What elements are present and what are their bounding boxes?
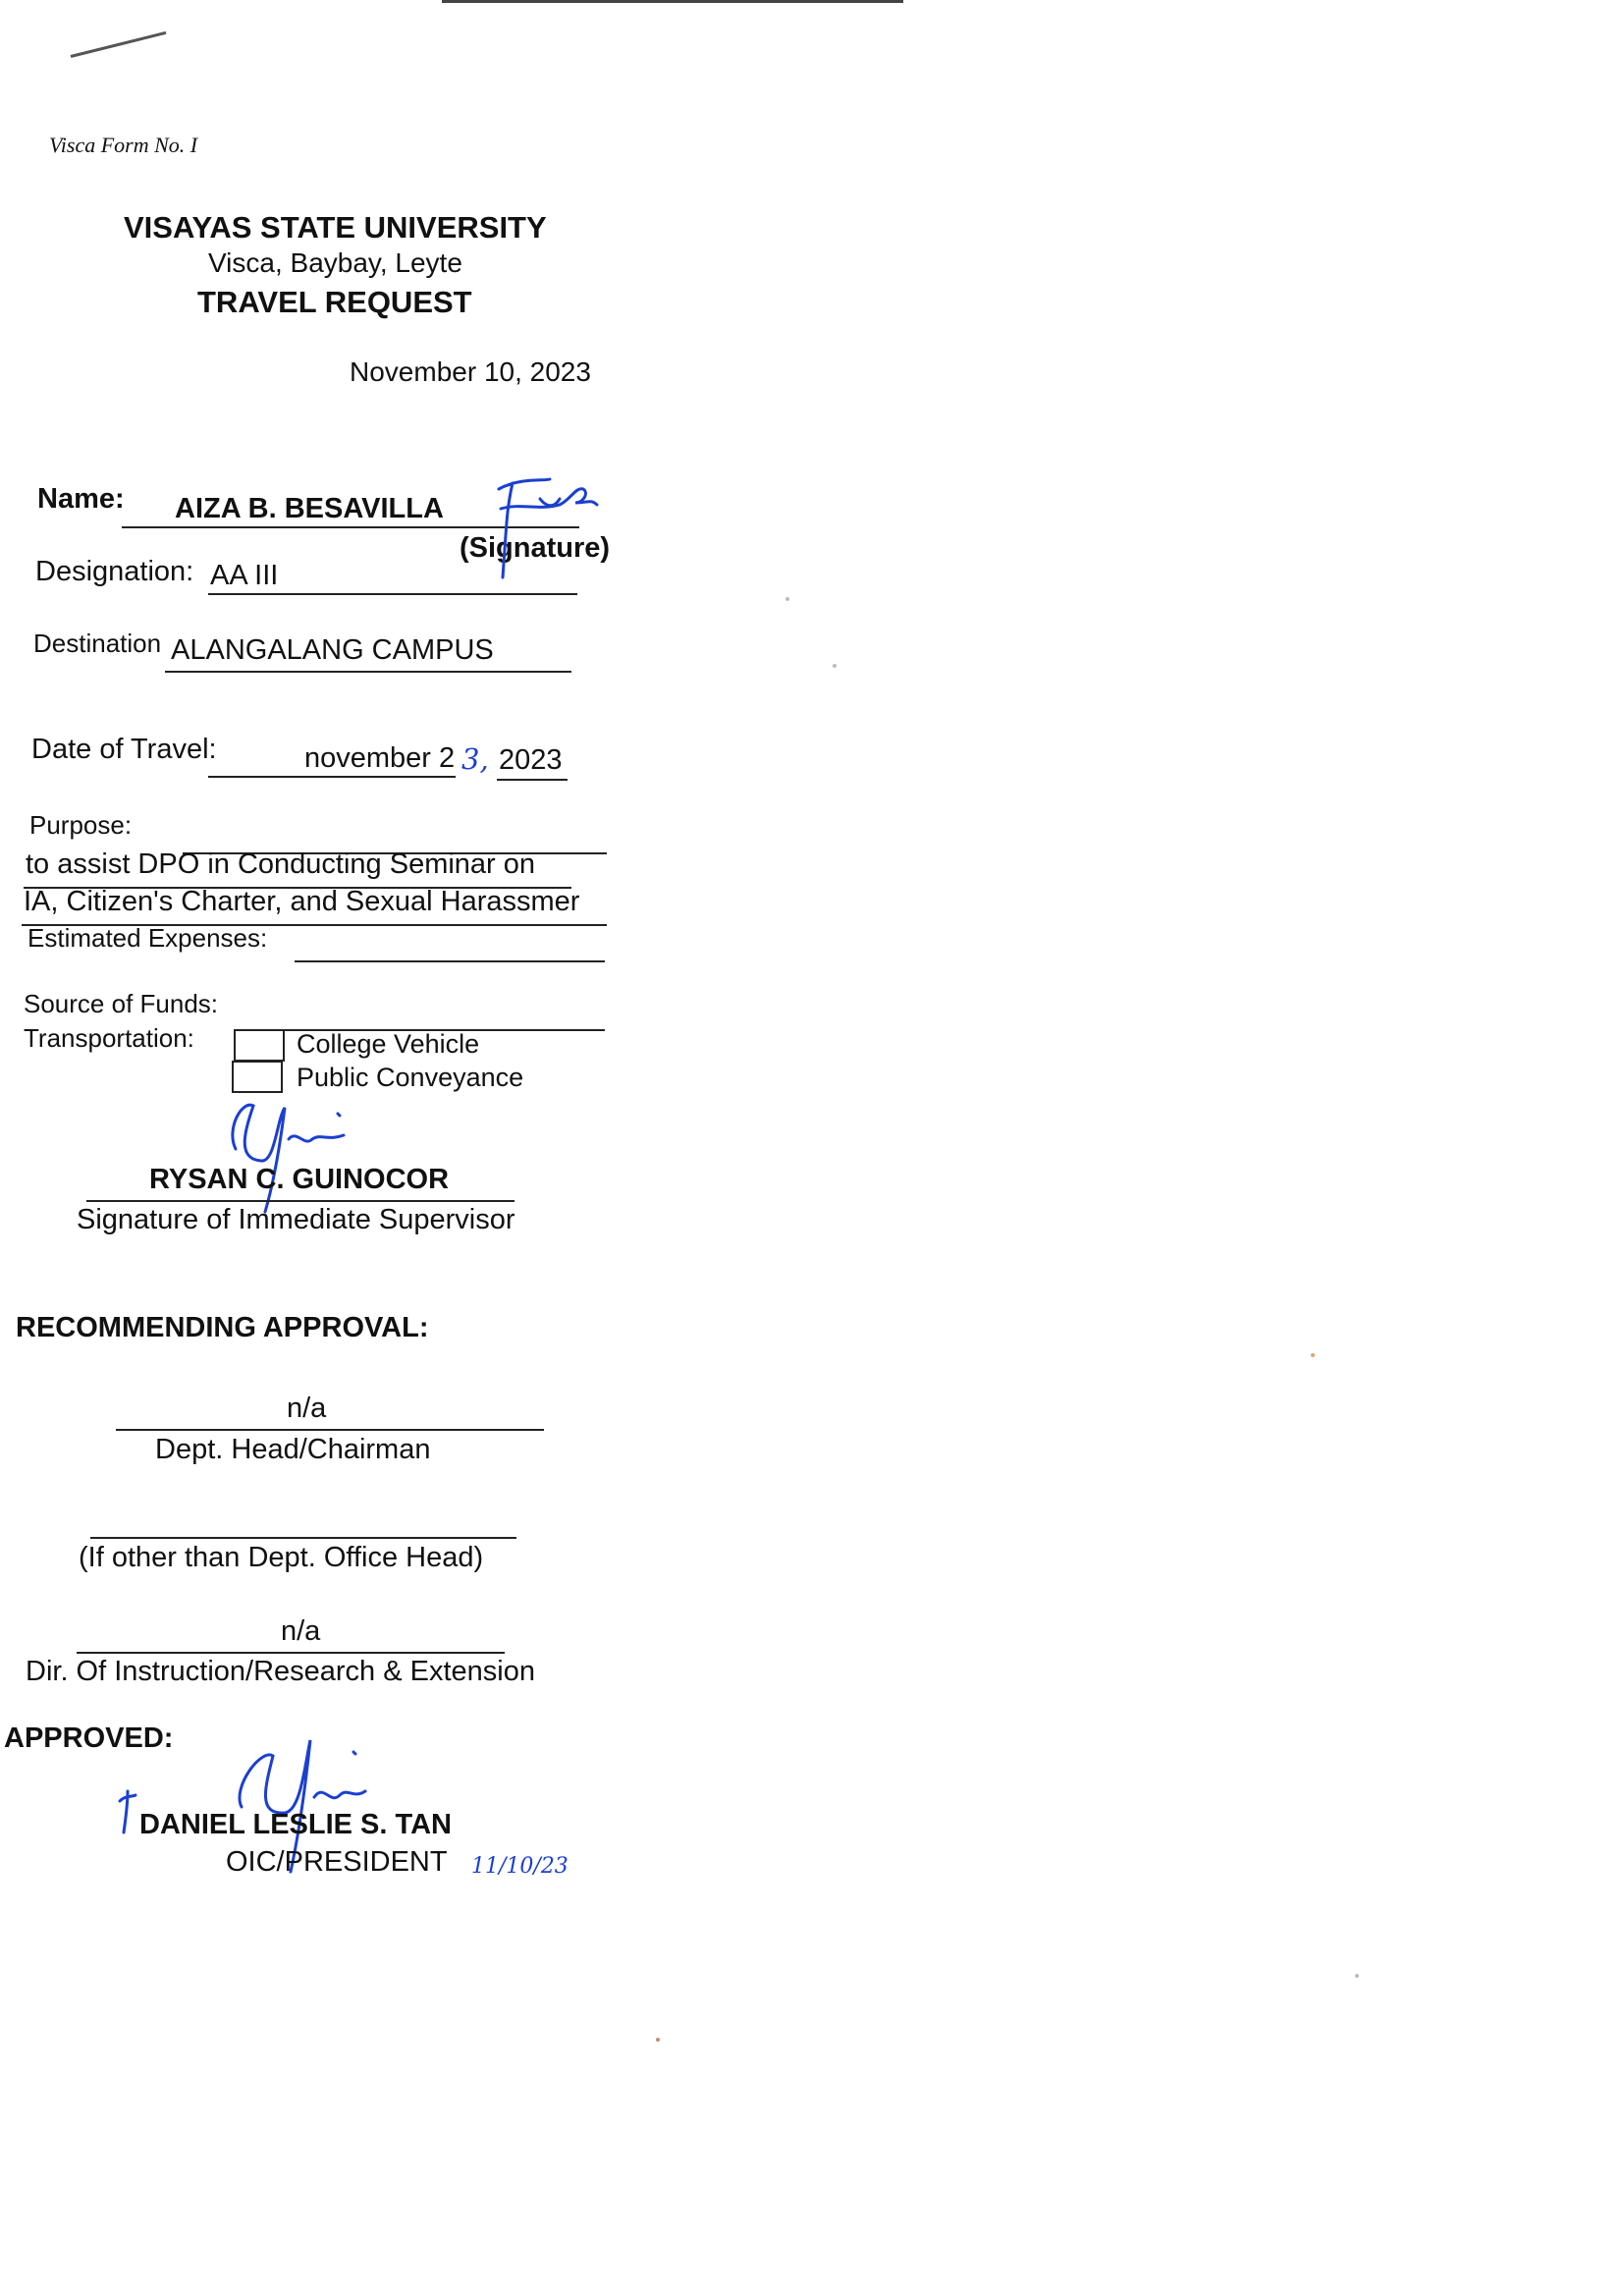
- dept-head-caption: Dept. Head/Chairman: [155, 1434, 431, 1465]
- purpose-label: Purpose:: [29, 810, 133, 840]
- supervisor-underline: [86, 1200, 514, 1202]
- dept-head-value: n/a: [287, 1393, 327, 1424]
- form-title: TRAVEL REQUEST: [197, 285, 472, 319]
- date-of-travel-year: 2023: [499, 744, 563, 776]
- approved-heading: APPROVED:: [4, 1722, 174, 1754]
- applicant-signature: [481, 469, 609, 582]
- designation-value: AA III: [210, 560, 279, 591]
- other-head-underline: [90, 1537, 516, 1539]
- name-label: Name:: [37, 483, 125, 515]
- other-head-caption: (If other than Dept. Office Head): [79, 1542, 484, 1573]
- form-number: Visca Form No. I: [49, 133, 198, 157]
- date-underline-2: [497, 779, 568, 781]
- director-underline: [77, 1652, 505, 1654]
- public-conveyance-label: Public Conveyance: [297, 1063, 524, 1092]
- purpose-line-1: to assist DPO in Conducting Seminar on: [26, 848, 536, 880]
- president-initial-mark: [116, 1789, 139, 1836]
- scan-speck: [1355, 1974, 1359, 1978]
- scan-speck: [785, 597, 789, 601]
- date-of-travel-handwritten: 3,: [461, 742, 489, 776]
- supervisor-caption: Signature of Immediate Supervisor: [77, 1204, 515, 1235]
- approval-handwritten-date: 11/10/23: [471, 1854, 568, 1879]
- transportation-label: Transportation:: [24, 1023, 194, 1053]
- supervisor-signature: [206, 1090, 363, 1218]
- expenses-underline: [295, 960, 605, 962]
- name-value: AIZA B. BESAVILLA: [175, 493, 444, 524]
- scan-speck: [1311, 1353, 1315, 1357]
- supervisor-name: RYSAN C. GUINOCOR: [149, 1164, 450, 1195]
- designation-label: Designation:: [35, 556, 194, 587]
- president-title: OIC/PRESIDENT: [226, 1846, 448, 1878]
- signature-label: (Signature): [460, 532, 611, 564]
- expenses-label: Estimated Expenses:: [27, 923, 268, 953]
- scan-speck: [656, 2038, 660, 2042]
- university-name: VISAYAS STATE UNIVERSITY: [124, 210, 547, 245]
- college-vehicle-label: College Vehicle: [297, 1029, 480, 1059]
- date-of-travel-value: november 2: [304, 742, 456, 774]
- public-conveyance-checkbox[interactable]: [232, 1061, 283, 1093]
- purpose-line-2: IA, Citizen's Charter, and Sexual Harassmer: [24, 886, 580, 917]
- director-value: n/a: [281, 1615, 321, 1647]
- dept-head-underline: [116, 1429, 544, 1431]
- recommending-approval-heading: RECOMMENDING APPROVAL:: [16, 1312, 429, 1343]
- date-of-travel-label: Date of Travel:: [31, 734, 217, 765]
- scan-edge-line: [442, 0, 903, 3]
- scan-speck: [833, 664, 837, 668]
- university-address: Visca, Baybay, Leyte: [208, 247, 462, 278]
- destination-underline: [165, 671, 571, 673]
- date-underline-1: [208, 776, 456, 778]
- source-of-funds-label: Source of Funds:: [24, 989, 218, 1018]
- designation-underline: [208, 593, 577, 595]
- destination-value: ALANGALANG CAMPUS: [171, 634, 494, 666]
- director-caption: Dir. Of Instruction/Research & Extension: [26, 1656, 535, 1687]
- pen-stroke-mark: [71, 31, 167, 58]
- president-name: DANIEL LESLIE S. TAN: [139, 1809, 452, 1840]
- destination-label: Destination: [33, 629, 162, 658]
- request-date: November 10, 2023: [350, 356, 591, 387]
- college-vehicle-checkbox[interactable]: [234, 1029, 285, 1062]
